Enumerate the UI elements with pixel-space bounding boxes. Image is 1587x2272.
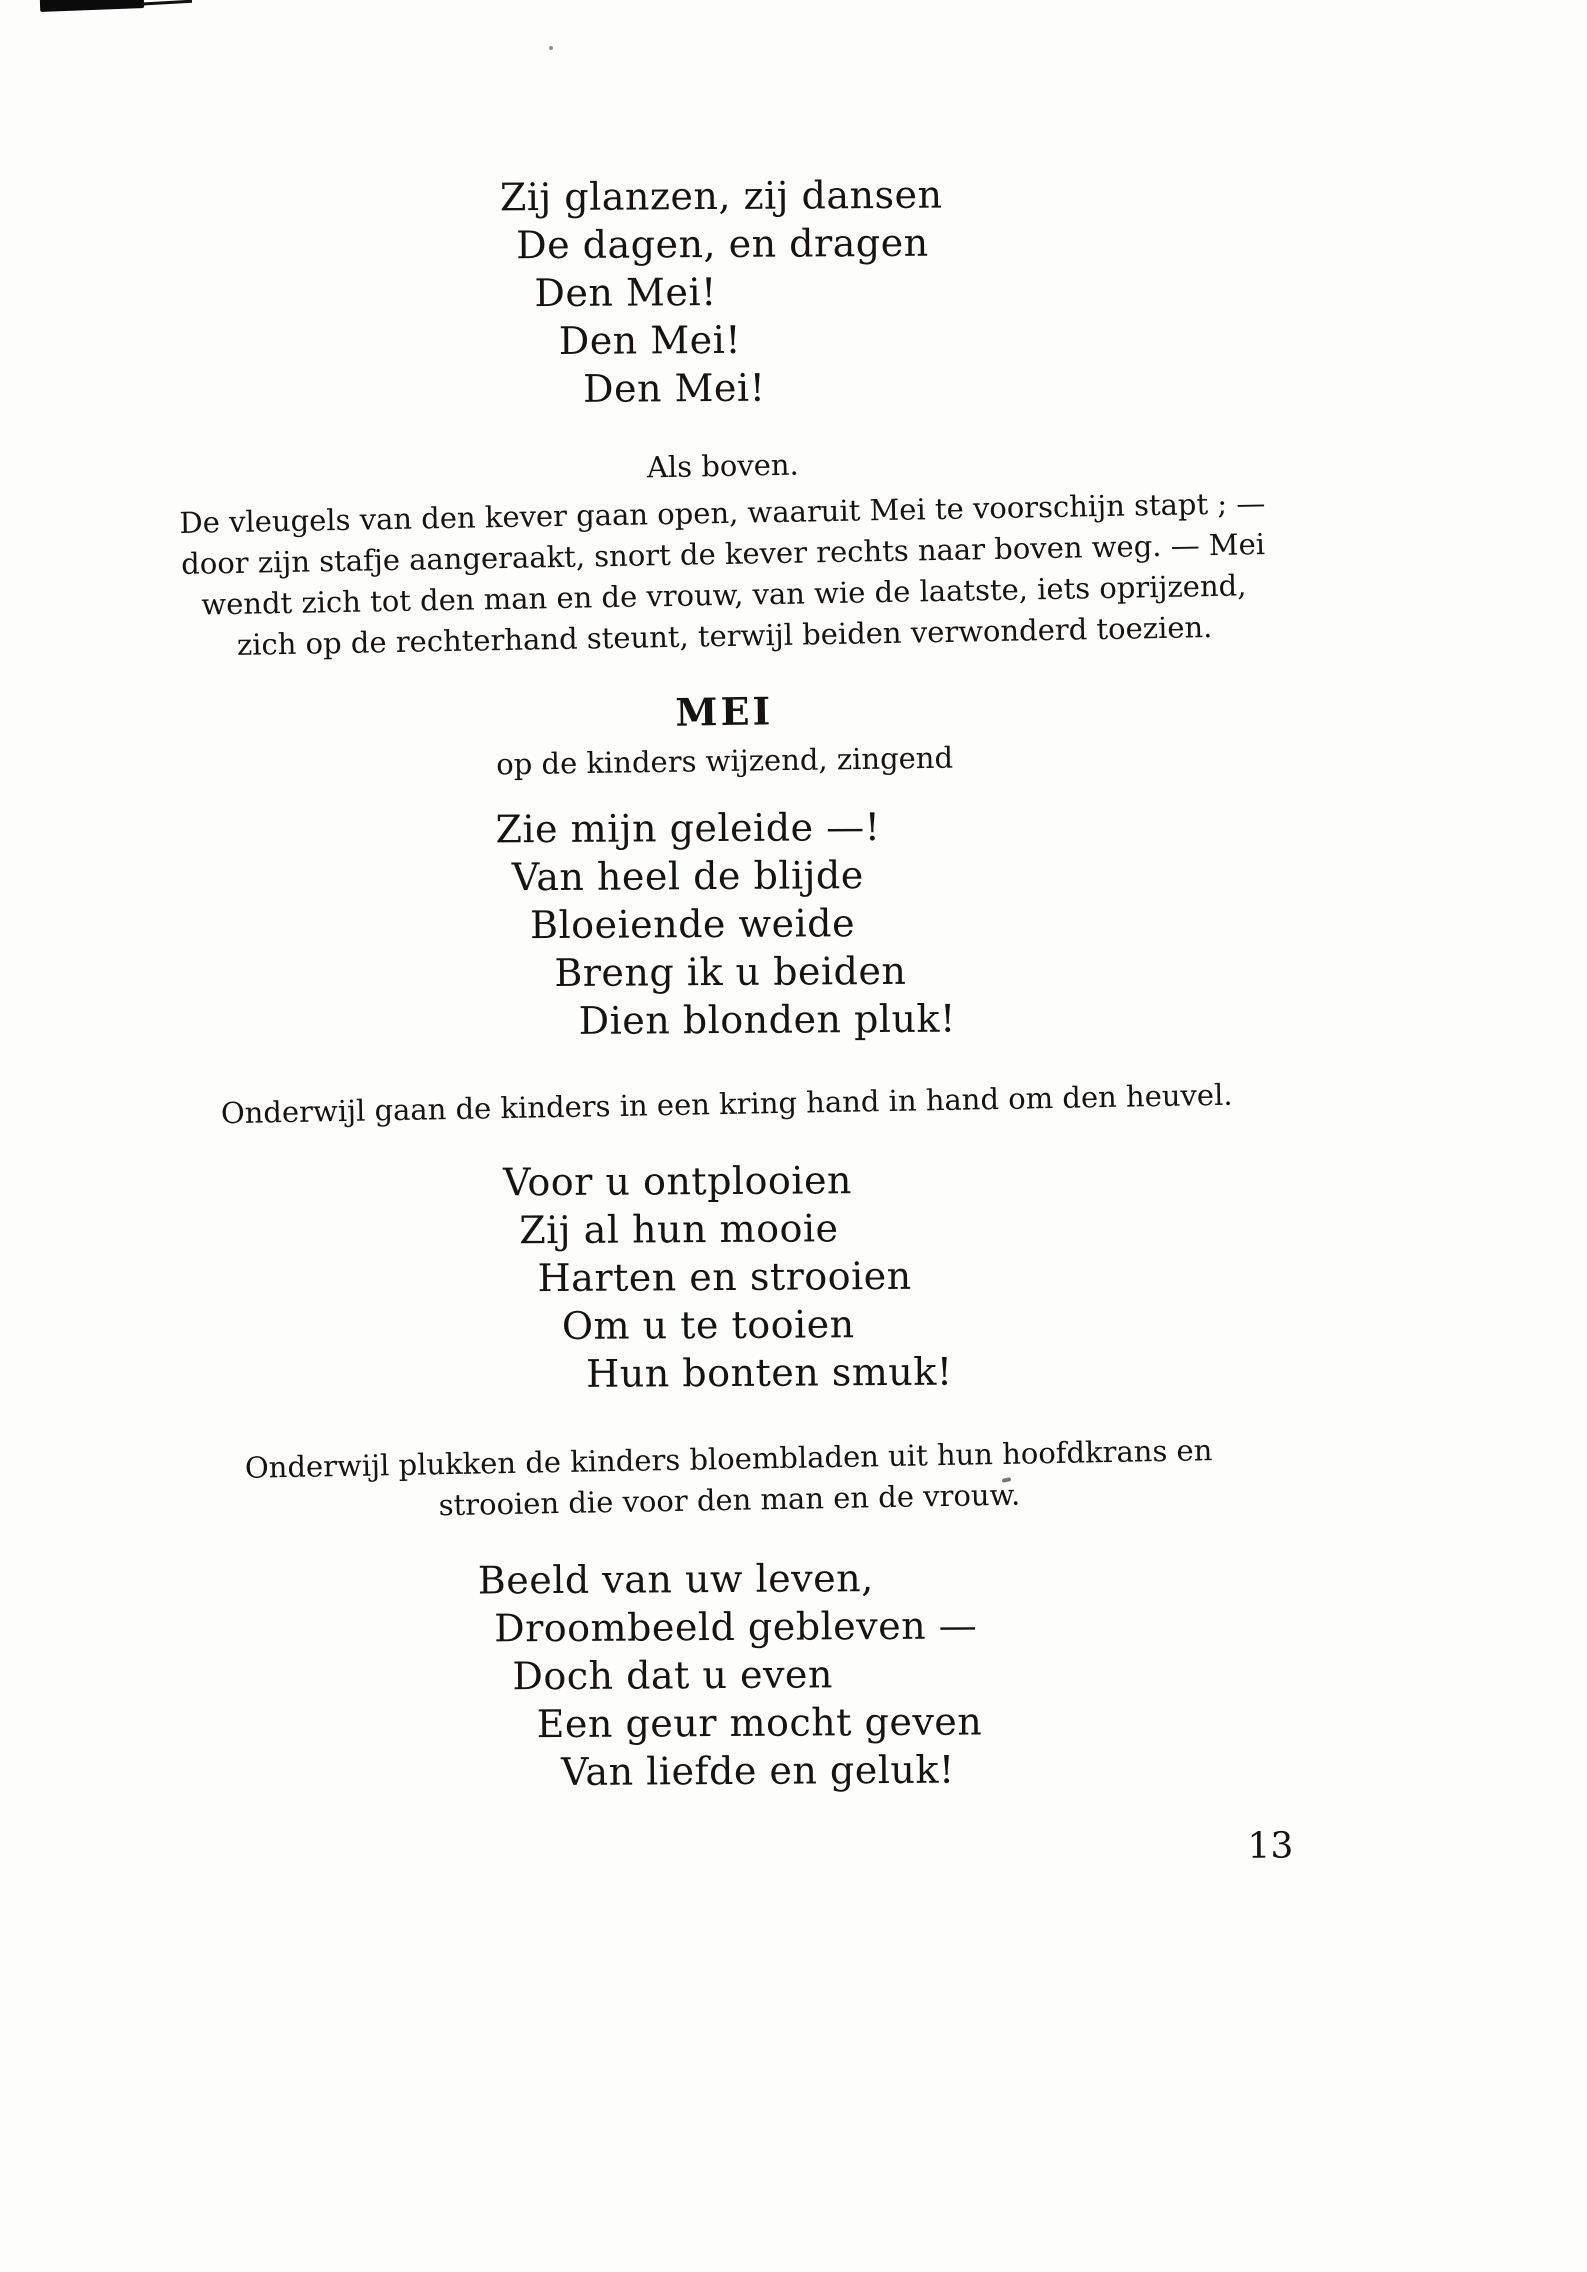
verse-line: Den Mei! — [534, 270, 717, 316]
verse-line: Harten en strooien — [537, 1253, 912, 1301]
verse-line: Dien blonden pluk! — [578, 996, 956, 1043]
stanza-2 — [5, 800, 1446, 1049]
verse-line: Voor u ontplooien — [502, 1158, 853, 1205]
verse-line: Bloeiende weide — [529, 901, 856, 948]
verse-line: Zij al hun mooie — [519, 1206, 839, 1253]
stanza-3 — [7, 1153, 1448, 1402]
verse-line: Hun bonten smuk! — [586, 1349, 953, 1396]
verse-line: Van liefde en geluk! — [560, 1747, 955, 1795]
verse-line: Zij glanzen, zij dansen — [499, 172, 943, 220]
stanza-4-lines — [478, 1553, 983, 1796]
stage-direction-als-boven: Als boven. — [646, 447, 800, 485]
stanza-2-lines — [495, 803, 956, 1046]
verse-line: Droombeeld gebleven — — [494, 1603, 978, 1651]
stanza-1 — [1, 168, 1442, 417]
verse-line: Van heel de blijde — [511, 853, 864, 900]
verse-line: De dagen, en dragen — [516, 220, 929, 268]
speaker-name: MEI — [675, 688, 774, 735]
stanza-1-lines — [500, 171, 944, 414]
stage-direction-kever: De vleugels van den kever gaan open, waaruit Mei te voorschijn stapt ; — door zijn stafje aangeraakt, snort de kever rechts naar boven weg. — Mei wendt zich tot den man en de vrouw, van wie de laatste, iets oprijzend, zich op de rechterhand steunt, terwijl beiden verwonderd toezien. — [179, 486, 1266, 662]
verse-line: Om u te tooien — [561, 1302, 855, 1348]
page-number: 13 — [1247, 1825, 1294, 1867]
stanza-4 — [10, 1551, 1451, 1800]
verse-line: Den Mei! — [558, 317, 742, 363]
stage-direction-bloembladen: Onderwijl plukken de kinders bloembladen uit hun hoofdkrans en strooien die voor den man en de vrouw. — [244, 1433, 1213, 1523]
verse-line: Zie mijn geleide —! — [495, 805, 881, 852]
stage-direction-kring: Onderwijl gaan de kinders in een kring hand in hand om den heuvel. — [220, 1077, 1233, 1131]
verse-line: Beeld van uw leven, — [477, 1556, 874, 1603]
verse-line: Den Mei! — [582, 365, 766, 411]
stanza-3-lines — [503, 1156, 953, 1399]
verse-line: Een geur mocht geven — [536, 1699, 983, 1747]
speaker-cue: op de kinders wijzend, zingend — [496, 740, 954, 782]
verse-line: Breng ik u beiden — [554, 948, 907, 996]
verse-line: Doch dat u even — [512, 1652, 834, 1699]
